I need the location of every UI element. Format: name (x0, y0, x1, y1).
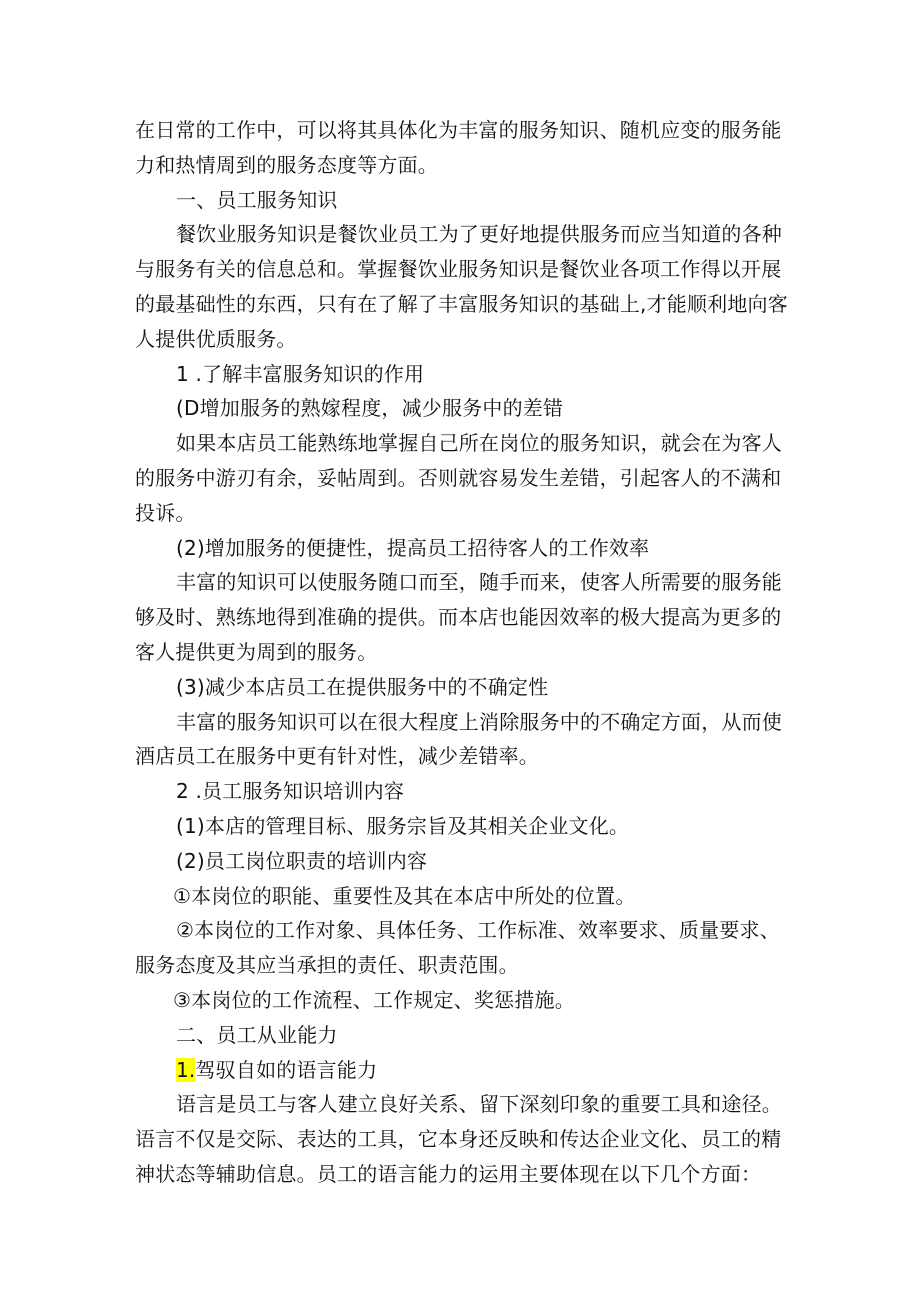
paragraph-line: 力和热情周到的服务态度等方面。 (135, 152, 438, 177)
paragraph-line: 语言是员工与客人建立良好关系、留下深刻印象的重要工具和途径。 (176, 1092, 782, 1117)
paragraph-line: 客人提供更为周到的服务。 (135, 639, 378, 664)
paragraph-line: 人提供优质服务。 (135, 326, 297, 351)
paragraph-line: 餐饮业服务知识是餐饮业员工为了更好地提供服务而应当知道的各种 (176, 222, 782, 247)
paragraph-line: 与服务有关的信息总和。掌握餐饮业服务知识是餐饮业各项工作得以开展 (135, 257, 782, 282)
subsection-heading-text: 驾驭自如的语言能力 (195, 1057, 378, 1082)
subsection-heading: 1 .了解丰富服务知识的作用 (176, 361, 425, 386)
paragraph-line: 服务态度及其应当承担的责任、职责范围。 (135, 953, 519, 978)
paragraph-line: 神状态等辅助信息。员工的语言能力的运用主要体现在以下几个方面： (135, 1161, 762, 1186)
highlighted-number: 1. (176, 1057, 196, 1082)
list-item: ③本岗位的工作流程、工作规定、奖惩措施。 (173, 987, 575, 1012)
paragraph-line: 的服务中游刃有余，妥帖周到。否则就容易发生差错，引起客人的不满和 (135, 465, 782, 490)
paragraph-line: 的最基础性的东西，只有在了解了丰富服务知识的基础上,才能顺利地向客 (135, 291, 788, 316)
paragraph-line: 丰富的知识可以使服务随口而至，随手而来，使客人所需要的服务能 (176, 570, 782, 595)
list-item: (2)员工岗位职责的培训内容 (176, 848, 428, 873)
list-item: (1)本店的管理目标、服务宗旨及其相关企业文化。 (176, 813, 630, 838)
document-body (135, 113, 788, 1192)
section-heading: 一、员工服务知识 (176, 187, 338, 212)
list-item: ①本岗位的职能、重要性及其在本店中所处的位置。 (173, 883, 636, 908)
list-item-heading: (3)减少本店员工在提供服务中的不确定性 (176, 674, 549, 699)
list-item: ②本岗位的工作对象、具体任务、工作标准、效率要求、质量要求、 (176, 918, 780, 943)
paragraph-line: 投诉。 (135, 500, 196, 525)
paragraph-line: 酒店员工在服务中更有针对性，减少差错率。 (135, 744, 539, 769)
paragraph-line: 如果本店员工能熟练地掌握自己所在岗位的服务知识，就会在为客人 (176, 431, 782, 456)
paragraph-line: 语言不仅是交际、表达的工具，它本身还反映和传达企业文化、员工的精 (135, 1127, 782, 1152)
list-item-heading: (D增加服务的熟嫁程度，减少服务中的差错 (176, 396, 564, 421)
subsection-heading-highlighted (135, 1053, 785, 1088)
paragraph-line: 丰富的服务知识可以在很大程度上消除服务中的不确定方面，从而使 (176, 709, 782, 734)
paragraph-line: 够及时、熟练地得到准确的提供。而本店也能因效率的极大提高为更多的 (135, 605, 782, 630)
subsection-heading: 2 .员工服务知识培训内容 (176, 779, 405, 804)
paragraph-line: 在日常的工作中，可以将其具体化为丰富的服务知识、随机应变的服务能 (135, 118, 782, 142)
section-heading: 二、员工从业能力 (176, 1022, 338, 1047)
list-item-heading: (2)增加服务的便捷性，提高员工招待客人的工作效率 (176, 535, 650, 560)
